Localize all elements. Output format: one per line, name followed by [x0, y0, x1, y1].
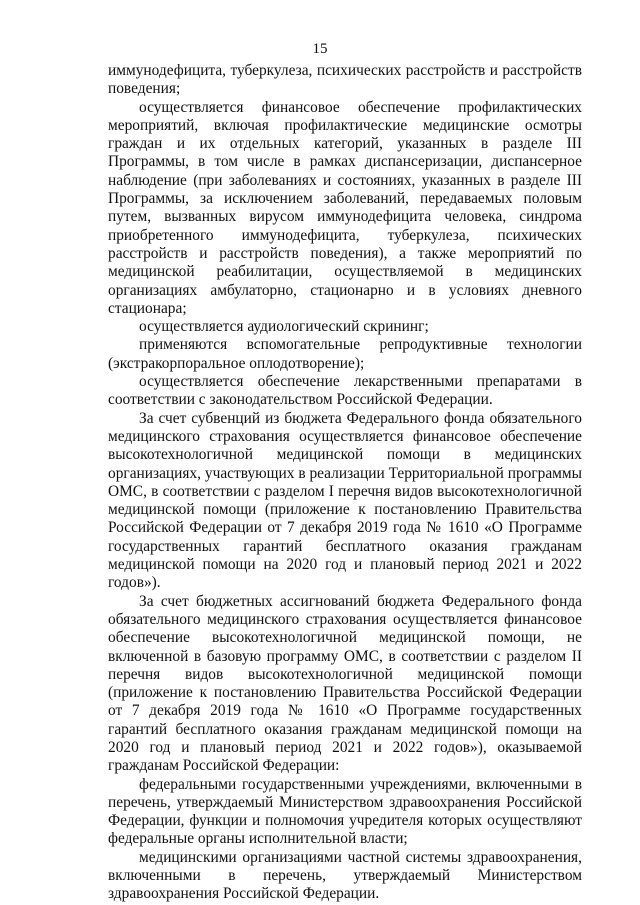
page-number: 15 — [312, 41, 328, 57]
paragraph: За счет бюджетных ассигнований бюджета Федерального фонда обязательного медицинского страхования осуществляется финансовое обеспечение высокотехнологичной медицинской помощи, не включенной в базовую программу ОМС, в соответствии с разделом II перечня видов высокотехнологичной медицинской помощи (приложение к постановлению Правительства Российской Федерации от 7 декабря 2019 года № 1610 «О Программе государственных гарантий бесплатного оказания гражданам медицинской помощи на 2020 год и плановый период 2021 и 2022 годов»), оказываемой гражданам Российской Федерации: — [108, 592, 582, 775]
paragraph: За счет субвенций из бюджета Федерального фонда обязательного медицинского страхования осуществляется финансовое обеспечение высокотехнологичной медицинской помощи в медицинских организациях, участвующих в реализации Территориальной программы ОМС, в соответствии с разделом I перечня видов высокотехнологичной медицинской помощи (приложение к постановлению Правительства Российской Федерации от 7 декабря 2019 года № 1610 «О Программе государственных гарантий бесплатного оказания гражданам медицинской помощи на 2020 год и плановый период 2021 и 2022 годов»). — [108, 409, 582, 592]
paragraph: осуществляется финансовое обеспечение профилактических мероприятий, включая профилактические медицинские осмотры граждан и их отдельных категорий, указанных в разделе III Программы, в том числе в рамках диспансеризации, диспансерное наблюдение (при заболеваниях и состояниях, указанных в разделе III Программы, за исключением заболеваний, передаваемых половым путем, вызванных вирусом иммунодефицита человека, синдрома приобретенного иммунодефицита, туберкулеза, психических расстройств и расстройств поведения), а также мероприятий по медицинской реабилитации, осуществляемой в медицинских организациях амбулаторно, стационарно и в условиях дневного стационара; — [108, 98, 582, 317]
document-body — [108, 62, 582, 904]
paragraph: медицинскими организациями частной системы здравоохранения, включенными в перечень, утверждаемый Министерством здравоохранения Российской Федерации. — [108, 848, 582, 903]
paragraph: осуществляется обеспечение лекарственными препаратами в соответствии с законодательством Российской Федерации. — [108, 373, 582, 409]
paragraph: применяются вспомогательные репродуктивные технологии (экстракорпоральное оплодотворение); — [108, 336, 582, 372]
paragraph: иммунодефицита, туберкулеза, психических расстройств и расстройств поведения; — [108, 62, 582, 98]
paragraph: федеральными государственными учреждениями, включенными в перечень, утверждаемый Министерством здравоохранения Российской Федерации, функции и полномочия учредителя которых осуществляют федеральные органы исполнительной власти; — [108, 775, 582, 848]
paragraph: осуществляется аудиологический скрининг; — [139, 318, 429, 336]
